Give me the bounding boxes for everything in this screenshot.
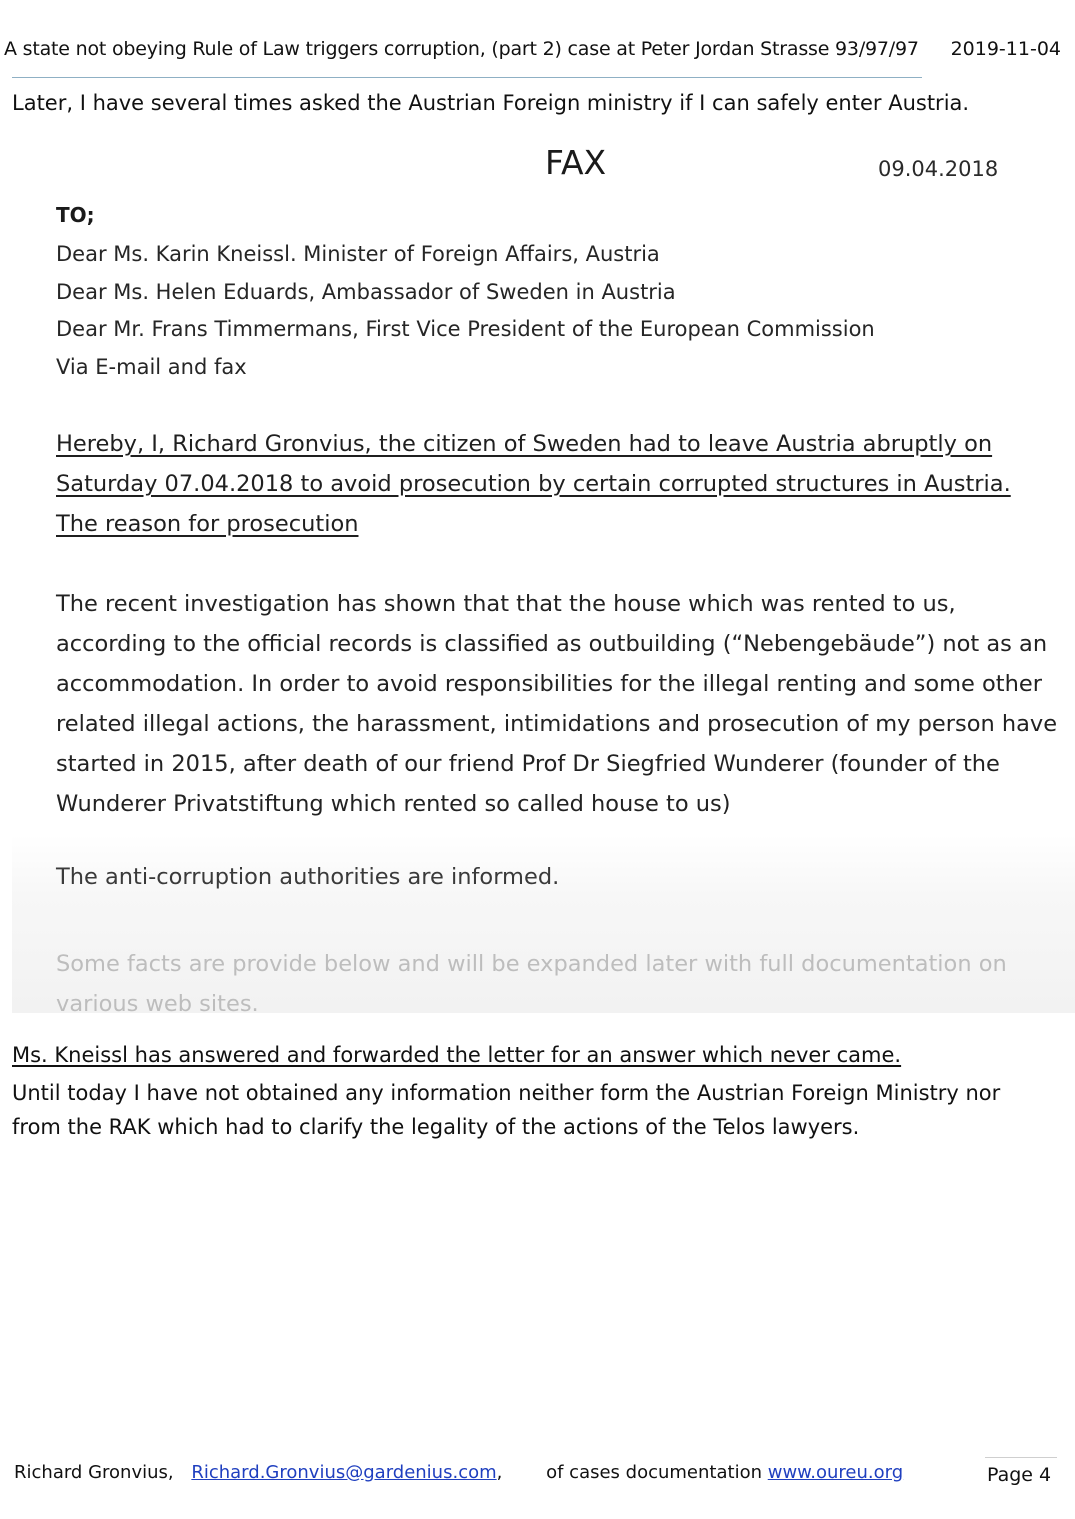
document-header-title: A state not obeying Rule of Law triggers corruption, (part 2) case at Peter Jordan Strasse 93/97/97 (4, 38, 919, 60)
footer-email-suffix: , (496, 1462, 503, 1483)
footer-cases-text: of cases documentation (546, 1462, 762, 1483)
document-header-date: 2019-11-04 (950, 38, 1061, 60)
fax-statement-line: The reason for prosecution (56, 511, 359, 537)
fax-statement-line: Hereby, I, Richard Gronvius, the citizen of Sweden had to leave Austria abruptly on (56, 431, 993, 457)
fax-recipient-line: Via E-mail and fax (56, 354, 247, 379)
fax-recipient-line: Dear Ms. Helen Eduards, Ambassador of Sweden in Austria (56, 279, 676, 304)
fax-recipient-line: Dear Ms. Karin Kneissl. Minister of Foreign Affairs, Austria (56, 242, 660, 266)
page-number: Page 4 (987, 1464, 1052, 1486)
footer-page-divider (985, 1457, 1057, 1458)
fax-statement (56, 424, 1011, 544)
fax-body-line: according to the official records is classified as outbuilding (“Nebengebäude”) not as an (56, 631, 1048, 657)
fax-facts-line: various web sites. (56, 991, 259, 1013)
fax-to-label: TO; (56, 203, 95, 227)
fax-body-line: The recent investigation has shown that that the house which was rented to us, (56, 591, 956, 617)
header-divider (12, 77, 922, 78)
intro-paragraph: Later, I have several times asked the Austrian Foreign ministry if I can safely enter Austria. (12, 91, 970, 115)
footer-website-link[interactable]: www.oureu.org (767, 1462, 904, 1483)
fax-facts-line: Some facts are provide below and will be expanded later with full documentation on (56, 951, 1007, 977)
closing-line: from the RAK which had to clarify the legality of the actions of the Telos lawyers. (12, 1115, 860, 1139)
fax-anti-corruption-line: The anti-corruption authorities are informed. (56, 864, 560, 890)
fax-body-line: Wunderer Privatstiftung which rented so called house to us) (56, 791, 731, 817)
closing-paragraph (12, 1076, 1000, 1144)
document-footer (14, 1462, 903, 1483)
closing-line: Until today I have not obtained any information neither form the Austrian Foreign Ministry nor (12, 1081, 1001, 1105)
fax-facts (56, 944, 1007, 1013)
footer-author: Richard Gronvius, (14, 1462, 174, 1483)
fax-date: 09.04.2018 (878, 157, 999, 181)
fax-statement-line: Saturday 07.04.2018 to avoid prosecution by certain corrupted structures in Austria. (56, 471, 1011, 497)
fax-body-line: started in 2015, after death of our friend Prof Dr Siegfried Wunderer (founder of the (56, 751, 1000, 777)
fax-body-line: accommodation. In order to avoid responsibilities for the illegal renting and some other (56, 671, 1042, 697)
fax-body (56, 584, 1057, 824)
fax-image (12, 135, 1075, 1013)
fax-title: FAX (545, 143, 607, 182)
fax-body-line: related illegal actions, the harassment, intimidations and prosecution of my person have (56, 711, 1058, 737)
fax-recipient-line: Dear Mr. Frans Timmermans, First Vice President of the European Commission (56, 317, 875, 341)
answer-statement: Ms. Kneissl has answered and forwarded the letter for an answer which never came. (12, 1043, 902, 1067)
fax-recipients (56, 236, 875, 386)
footer-email-link[interactable]: Richard.Gronvius@gardenius.com (191, 1462, 497, 1483)
